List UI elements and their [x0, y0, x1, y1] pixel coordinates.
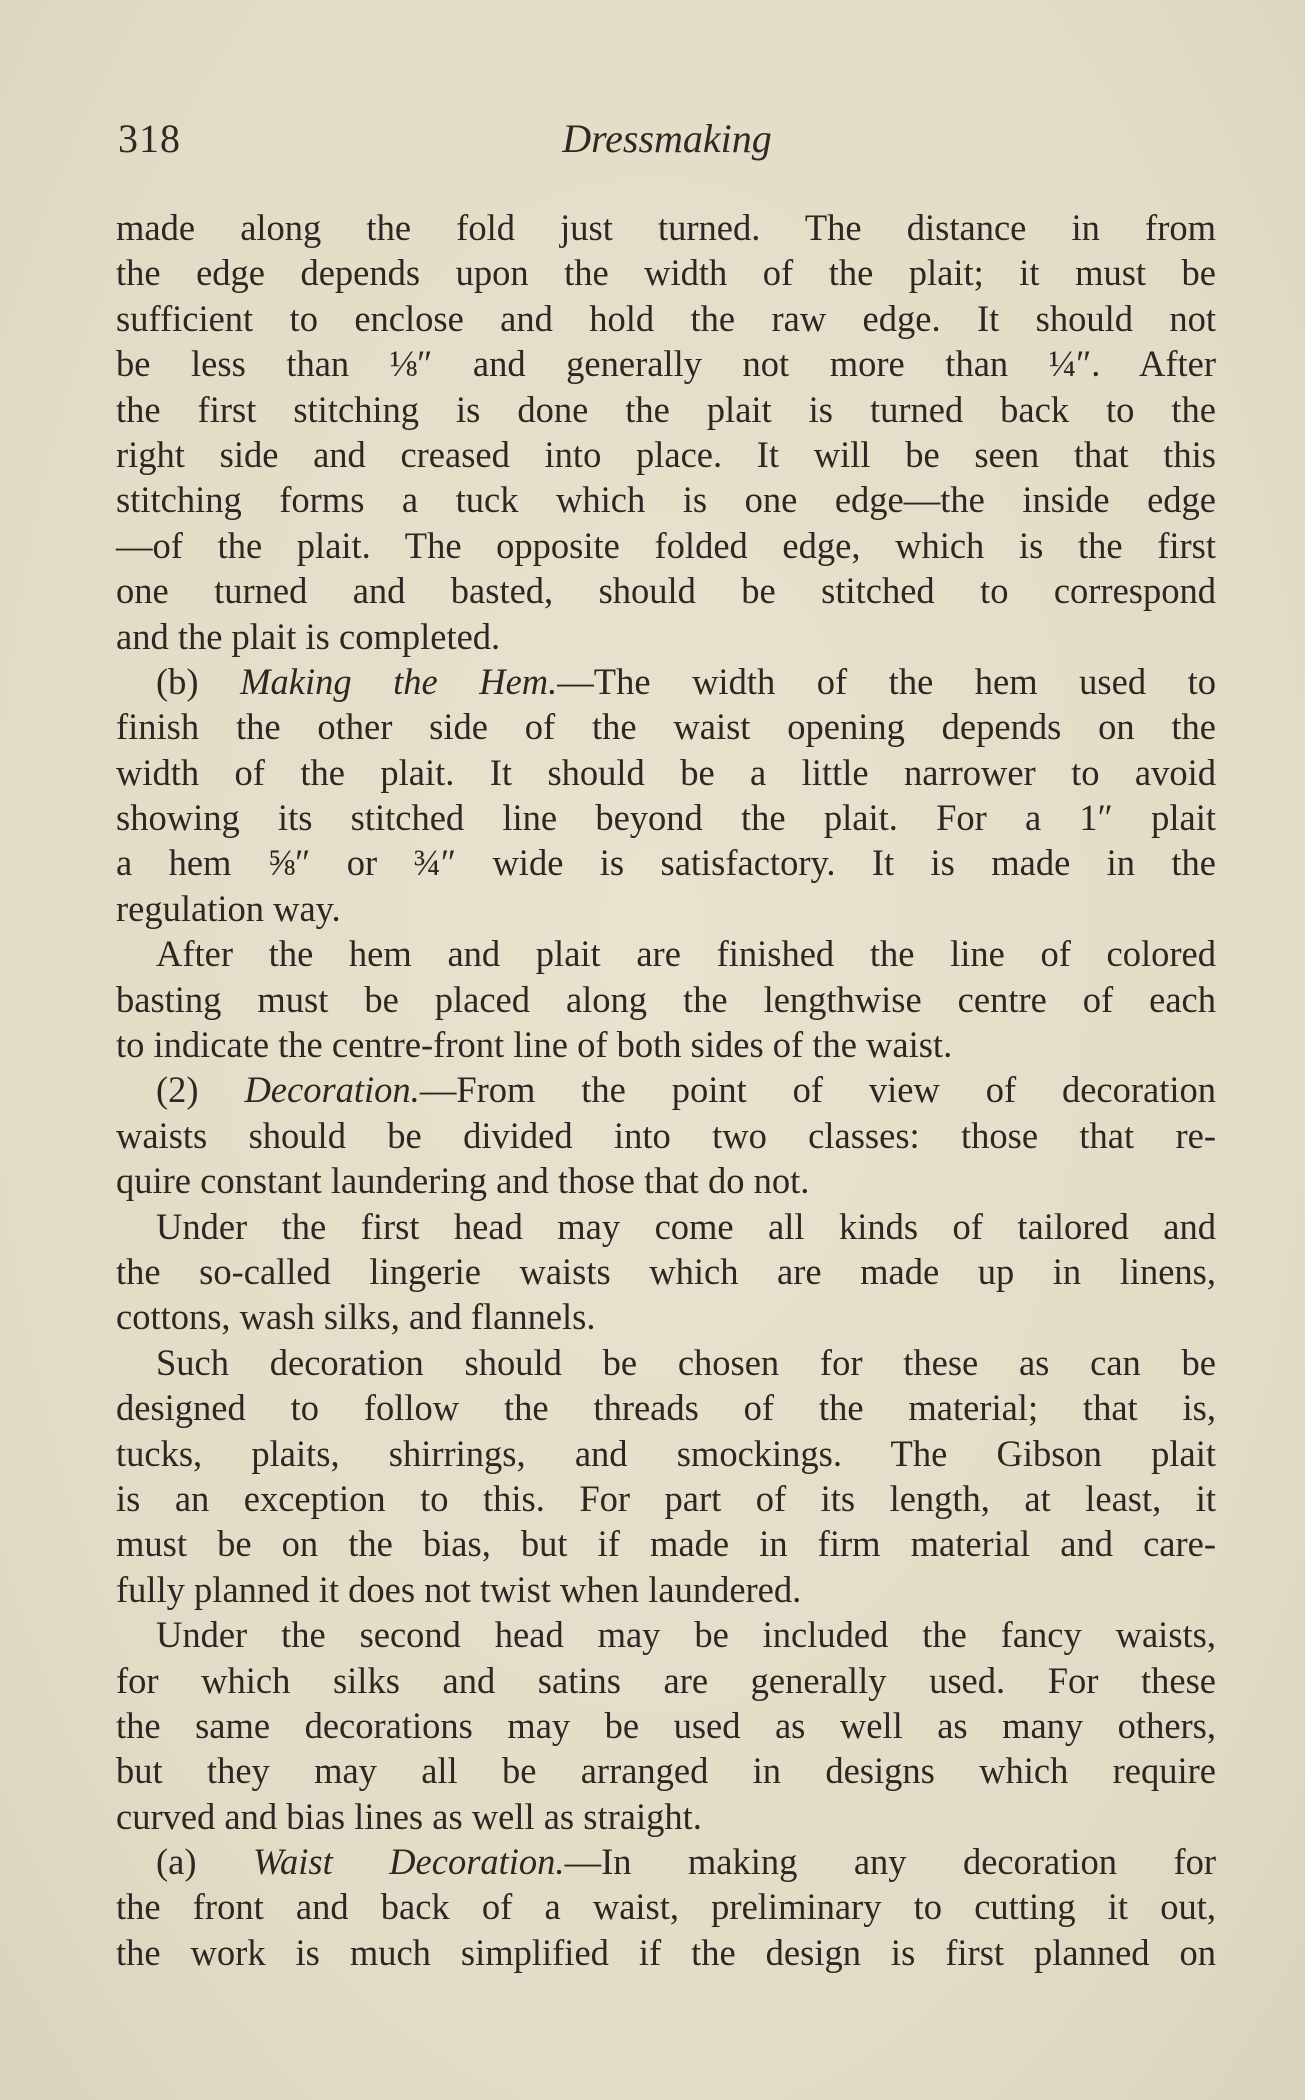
- section-heading: Waist Decoration.: [252, 1841, 565, 1883]
- text-line: Such decoration should be chosen for these as can be: [156, 1341, 1216, 1383]
- text-line: [116, 1839, 1216, 1884]
- text-line: sufficient to enclose and hold the raw edge. It should not: [116, 297, 1216, 339]
- section-label: (2): [156, 1069, 199, 1111]
- text-line: tucks, plaits, shirrings, and smockings. The Gibson plait: [116, 1432, 1216, 1474]
- text-line: [116, 659, 1216, 704]
- body-text: [116, 205, 1216, 1975]
- text-line: and the plait is completed.: [116, 615, 501, 657]
- text-line: to indicate the centre-front line of both sides of the waist.: [116, 1024, 953, 1066]
- section-heading: Decoration.: [244, 1069, 420, 1111]
- text-line: but they may all be arranged in designs which require: [116, 1750, 1216, 1792]
- text-line: for which silks and satins are generally used. For these: [116, 1659, 1216, 1701]
- section-heading: Making the Hem.: [240, 660, 558, 702]
- section-label: (a): [156, 1841, 197, 1883]
- text-line: the work is much simplified if the design is first planned on: [116, 1931, 1216, 1973]
- text-line: After the hem and plait are finished the line of colored: [156, 933, 1216, 975]
- paragraph: [116, 659, 1216, 931]
- text-run: —The width of the hem used to: [557, 660, 1216, 702]
- text-line: a hem ⅝″ or ¾″ wide is satisfactory. It is made in the: [116, 842, 1216, 884]
- text-line: the so-called lingerie waists which are made up in linens,: [116, 1250, 1216, 1292]
- paragraph: [116, 931, 1216, 1067]
- text-line: [116, 1067, 1216, 1112]
- text-line: finish the other side of the waist opening depends on the: [116, 706, 1216, 748]
- text-line: basting must be placed along the lengthwise centre of each: [116, 978, 1216, 1020]
- text-line: cottons, wash silks, and flannels.: [116, 1296, 596, 1338]
- text-line: is an exception to this. For part of its length, at least, it: [116, 1477, 1216, 1519]
- text-run: —From the point of view of decoration: [419, 1069, 1216, 1111]
- text-line: regulation way.: [116, 887, 341, 929]
- text-line: curved and bias lines as well as straight.: [116, 1795, 702, 1837]
- text-line: width of the plait. It should be a little narrower to avoid: [116, 751, 1216, 793]
- text-run: —In making any decoration for: [564, 1841, 1216, 1883]
- text-line: made along the fold just turned. The distance in from: [116, 207, 1216, 248]
- paragraph: [116, 1340, 1216, 1612]
- paragraph: [116, 1204, 1216, 1340]
- paragraph: [116, 1839, 1216, 1975]
- text-line: waists should be divided into two classes: those that re-: [116, 1114, 1216, 1156]
- paragraph: [116, 1612, 1216, 1839]
- text-line: Under the second head may be included the fancy waists,: [156, 1614, 1216, 1656]
- text-line: be less than ⅛″ and generally not more than ¼″. After: [116, 343, 1216, 385]
- text-line: stitching forms a tuck which is one edge—the inside edge: [116, 479, 1216, 521]
- text-line: the same decorations may be used as well as many others,: [116, 1704, 1216, 1746]
- section-label: (b): [156, 660, 199, 702]
- paragraph: [116, 1067, 1216, 1203]
- text-line: must be on the bias, but if made in firm material and care-: [116, 1523, 1216, 1565]
- text-line: the edge depends upon the width of the plait; it must be: [116, 252, 1216, 294]
- text-line: fully planned it does not twist when laundered.: [116, 1568, 802, 1610]
- text-line: quire constant laundering and those that do not.: [116, 1160, 810, 1202]
- running-title: Dressmaking: [562, 116, 772, 161]
- paragraph: [116, 205, 1216, 659]
- text-line: designed to follow the threads of the material; that is,: [116, 1387, 1216, 1429]
- text-line: right side and creased into place. It will be seen that this: [116, 433, 1216, 475]
- text-line: Under the first head may come all kinds of tailored and: [156, 1205, 1216, 1247]
- page-number: 318: [118, 116, 181, 161]
- page-header: [118, 115, 1216, 175]
- text-line: the front and back of a waist, preliminary to cutting it out,: [116, 1886, 1216, 1928]
- text-line: showing its stitched line beyond the plait. For a 1″ plait: [116, 797, 1216, 839]
- text-line: —of the plait. The opposite folded edge, which is the first: [116, 524, 1216, 566]
- text-line: the first stitching is done the plait is turned back to the: [116, 388, 1216, 430]
- text-line: one turned and basted, should be stitched to correspond: [116, 570, 1216, 612]
